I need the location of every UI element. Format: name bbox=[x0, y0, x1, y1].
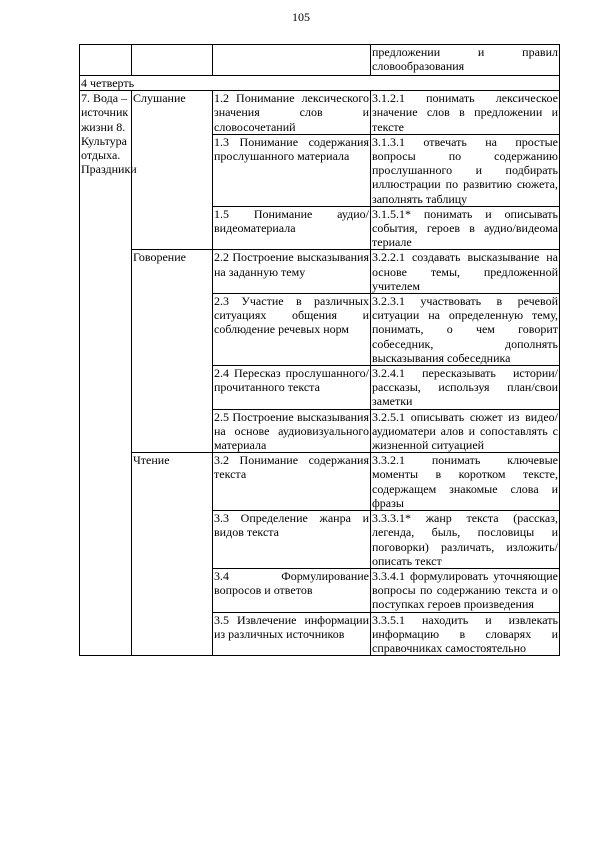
table-row bbox=[80, 453, 560, 511]
subskill-cell: 2.5 Построение высказывания на основе аудиовизуального материала bbox=[214, 409, 369, 453]
objective-cell: 3.2.5.1 описывать сюжет из видео/аудиоматери алов и сопоставлять с жизненной ситуацией bbox=[372, 409, 558, 453]
table-row bbox=[80, 250, 560, 294]
objective-cell: 3.3.5.1 находить и извлекать информацию в словарях и справочниках самостоятельно bbox=[372, 612, 558, 655]
objective-cell: 3.2.4.1 пересказывать истории/рассказы, используя план/свои заметки bbox=[372, 366, 558, 409]
empty-cell bbox=[132, 45, 213, 76]
subskill-cell: 2.3 Участие в различных ситуациях общения и соблюдение речевых норм bbox=[213, 294, 371, 366]
objective-cell: 3.1.3.1 отвечать на простые вопросы по содержанию прослушанного и подбирать иллюстрации по развитию сюжета, заполнять таблицу bbox=[372, 134, 558, 206]
curriculum-table bbox=[79, 44, 560, 656]
page-number: 105 bbox=[292, 10, 310, 24]
objective-cell: 3.1.2.1 понимать лексическое значение слов в предложении и тексте bbox=[372, 91, 558, 134]
subskill-cell: 3.4 Формулирование вопросов и ответов bbox=[213, 568, 371, 612]
empty-cell bbox=[213, 45, 371, 76]
subskill-cell: 3.2 Понимание содержания текста bbox=[213, 453, 371, 511]
objective-cell: 3.1.5.1* понимать и описывать события, героев в аудио/видеома териале bbox=[372, 206, 558, 250]
objective-cell: 3.3.4.1 формулировать уточняющие вопросы по содержанию текста и о поступках героев произведения bbox=[372, 568, 558, 612]
subskill-cell: 1.2 Понимание лексического значения слов и словосочетаний bbox=[214, 91, 369, 134]
objective-cell: 3.3.2.1 понимать ключевые моменты в коротком тексте, содержащем знакомые слова и фразы bbox=[372, 453, 558, 510]
subskill-cell: 2.4 Пересказ прослушанного/прочитанного текста bbox=[213, 366, 371, 410]
quarter-row bbox=[80, 76, 560, 91]
skill-cell: Слушание bbox=[132, 91, 213, 250]
subskill-cell: 3.3 Определение жанра и видов текста bbox=[213, 511, 371, 569]
empty-cell bbox=[80, 45, 132, 76]
subskill-cell: 1.3 Понимание содержания прослушанного материала bbox=[213, 134, 371, 206]
theme-cell: 7. Вода – источник жизни 8. Культура отдыха. Праздники bbox=[80, 91, 132, 656]
carry-over-row bbox=[80, 45, 560, 76]
skill-cell: Чтение bbox=[132, 453, 213, 656]
table-row bbox=[80, 91, 560, 135]
objective-cell: предложении и правил словообразования bbox=[371, 45, 560, 76]
skill-cell: Говорение bbox=[132, 250, 213, 453]
subskill-cell: 3.5 Извлечение информации из различных источников bbox=[213, 612, 371, 656]
subskill-cell: 2.2 Построение высказывания на заданную тему bbox=[213, 250, 371, 294]
subskill-cell: 1.5 Понимание аудио/видеоматериала bbox=[213, 206, 371, 250]
quarter-label: 4 четверть bbox=[80, 76, 560, 91]
objective-cell: 3.2.3.1 участвовать в речевой ситуации на определенную тему, понимать, о чем говорит собеседник, дополнять высказывания собеседника bbox=[372, 294, 558, 365]
objective-cell: 3.3.3.1* жанр текста (рассказ, легенда, быль, пословицы и поговорки) различать, изложить/описать текст bbox=[372, 511, 558, 568]
objective-cell: 3.2.2.1 создавать высказывание на основе темы, предложенной учителем bbox=[372, 250, 558, 293]
